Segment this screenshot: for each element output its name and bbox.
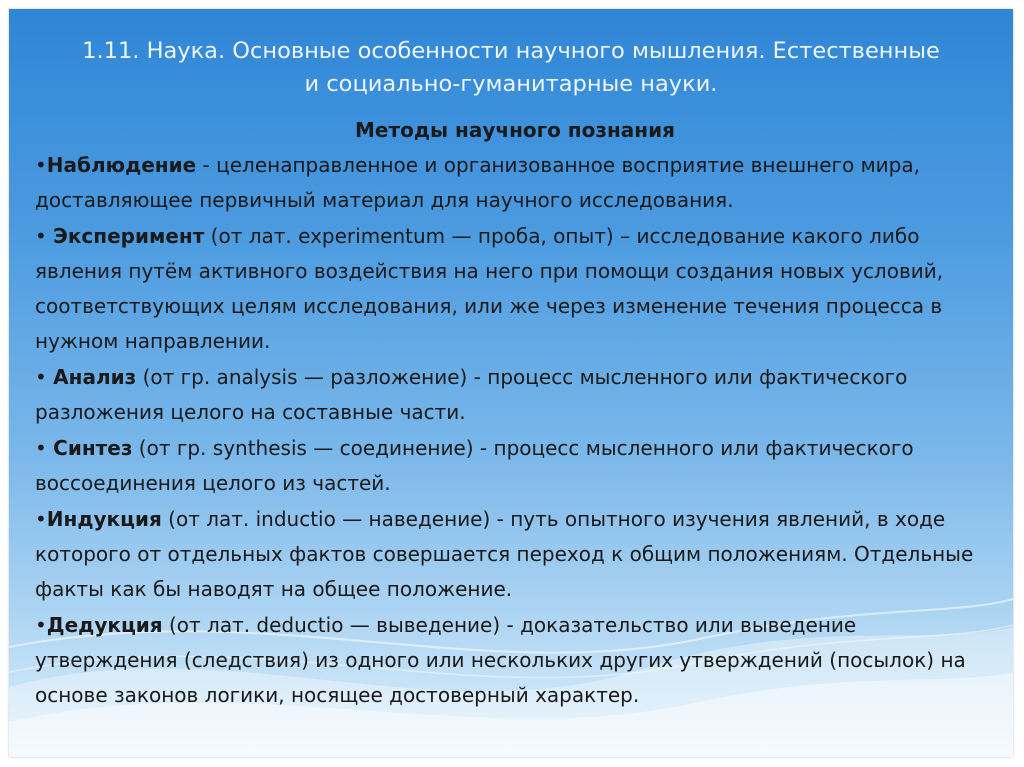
method-item-experiment	[35, 219, 995, 359]
method-term: Синтез	[53, 436, 133, 460]
method-item-analysis	[35, 360, 995, 430]
method-item-deduction	[35, 608, 995, 713]
bullet: •	[35, 153, 47, 177]
method-item-synthesis	[35, 431, 995, 501]
method-term: Анализ	[53, 365, 137, 389]
slide-content	[35, 116, 995, 714]
bullet: •	[35, 365, 54, 389]
method-term: Индукция	[46, 507, 162, 531]
slide	[9, 9, 1013, 757]
slide-title-line-1: 1.11. Наука. Основные особенности научного мышления. Естественные	[82, 38, 940, 64]
method-description: (от лат. deductio — выведение) - доказательство или выведение утверждения (следствия) из одного или нескольких других утверждений (посылок) на основе законов логики, носящее достоверный характер.	[35, 613, 966, 707]
slide-title	[49, 35, 973, 101]
method-item-induction	[35, 502, 995, 607]
method-term: Эксперимент	[53, 224, 205, 248]
method-description: (от гр. analysis — разложение) - процесс мысленного или фактического разложения целого на составные части.	[35, 365, 908, 424]
section-subtitle: Методы научного познания	[355, 118, 675, 142]
bullet: •	[35, 436, 54, 460]
bullet: •	[35, 613, 47, 637]
method-description: (от гр. synthesis — соединение) - процесс мысленного или фактического воссоединения целого из частей.	[35, 436, 914, 495]
method-term: Наблюдение	[46, 153, 197, 177]
method-description: - целенаправленное и организованное восприятие внешнего мира, доставляющее первичный материал для научного исследования.	[35, 153, 920, 212]
method-item-observation	[35, 148, 995, 218]
method-description: (от лат. inductio — наведение) - путь опытного изучения явлений, в ходе которого от отдельных фактов совершается переход к общим положениям. Отдельные факты как бы наводят на общее положение.	[35, 507, 974, 601]
bullet: •	[35, 224, 54, 248]
method-description: (от лат. experimentum — проба, опыт) – исследование какого либо явления путём активного воздействия на него при помощи создания новых условий, соответствующих целям исследования, или же через изменение течения процесса в нужном направлении.	[35, 224, 944, 353]
bullet: •	[35, 507, 47, 531]
method-term: Дедукция	[46, 613, 163, 637]
slide-title-line-2: и социально-гуманитарные науки.	[304, 71, 718, 97]
